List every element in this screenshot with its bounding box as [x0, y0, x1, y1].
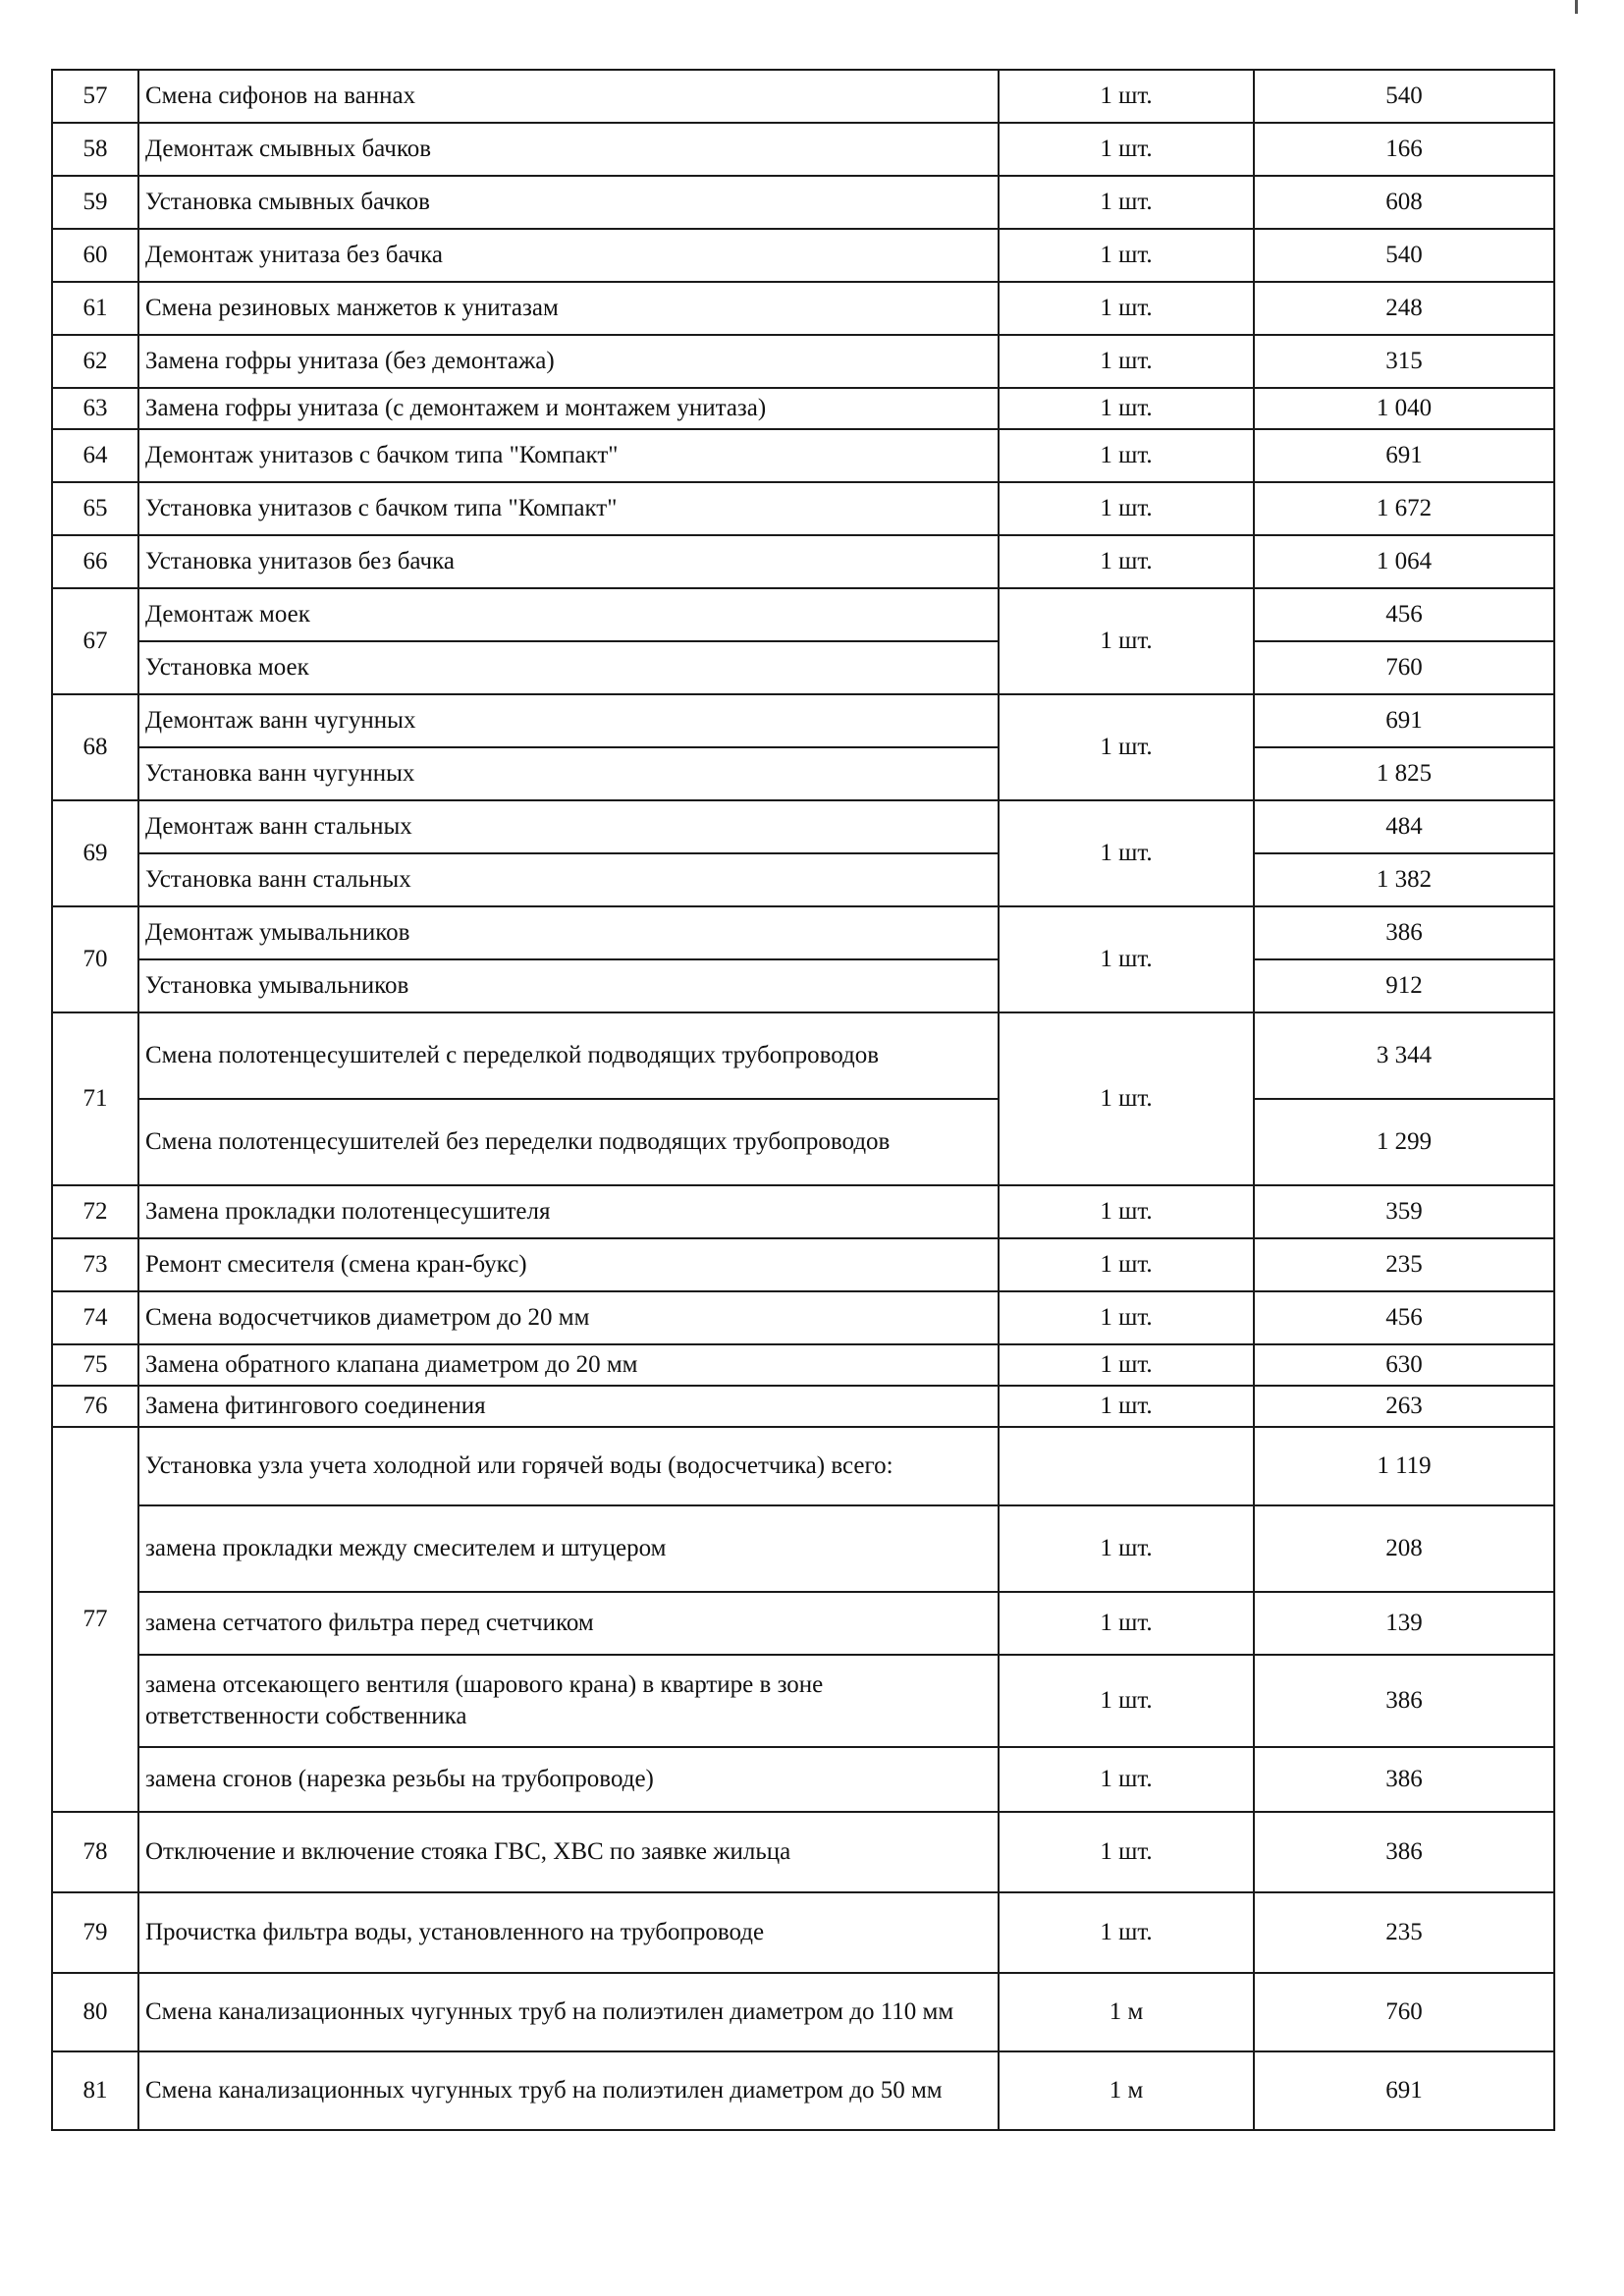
table-row: [52, 1185, 1554, 1238]
table-row: [52, 1386, 1554, 1427]
price-cell: 315: [1254, 335, 1554, 388]
service-name: Установка моек: [138, 641, 999, 694]
row-number: 78: [52, 1812, 138, 1892]
price-cell: 1 672: [1254, 482, 1554, 535]
table-row: [52, 906, 1554, 959]
price-cell: 263: [1254, 1386, 1554, 1427]
table-row: [52, 1747, 1554, 1812]
price-cell: 386: [1254, 1812, 1554, 1892]
service-name: Замена фитингового соединения: [138, 1386, 999, 1427]
price-cell: 248: [1254, 282, 1554, 335]
table-row: [52, 335, 1554, 388]
table-row: [52, 1344, 1554, 1386]
price-cell: 166: [1254, 123, 1554, 176]
service-name: замена сетчатого фильтра перед счетчиком: [138, 1592, 999, 1655]
unit-cell: 1 шт.: [999, 123, 1254, 176]
service-name: Смена канализационных чугунных труб на полиэтилен диаметром до 50 мм: [138, 2051, 999, 2130]
unit-cell: 1 шт.: [999, 429, 1254, 482]
price-cell: 691: [1254, 694, 1554, 747]
price-cell: 760: [1254, 1973, 1554, 2051]
row-number: 68: [52, 694, 138, 800]
table-row: [52, 70, 1554, 123]
unit-cell: 1 шт.: [999, 1185, 1254, 1238]
row-number: 66: [52, 535, 138, 588]
row-number: 63: [52, 388, 138, 429]
unit-cell: 1 шт.: [999, 1747, 1254, 1812]
table-row: [52, 747, 1554, 800]
unit-cell: 1 м: [999, 2051, 1254, 2130]
table-row: [52, 123, 1554, 176]
unit-cell: 1 шт.: [999, 335, 1254, 388]
price-cell: 760: [1254, 641, 1554, 694]
row-number: 60: [52, 229, 138, 282]
table-row: [52, 176, 1554, 229]
price-cell: 3 344: [1254, 1012, 1554, 1099]
row-number: 81: [52, 2051, 138, 2130]
table-row: [52, 482, 1554, 535]
row-number: 73: [52, 1238, 138, 1291]
price-cell: 1 825: [1254, 747, 1554, 800]
row-number: 62: [52, 335, 138, 388]
row-number: 75: [52, 1344, 138, 1386]
table-row: [52, 2051, 1554, 2130]
unit-cell: 1 шт.: [999, 1592, 1254, 1655]
table-row: [52, 1427, 1554, 1505]
price-cell: 691: [1254, 429, 1554, 482]
table-row: [52, 1973, 1554, 2051]
row-number: 76: [52, 1386, 138, 1427]
row-number: 69: [52, 800, 138, 906]
price-cell: 540: [1254, 229, 1554, 282]
service-name: Демонтаж умывальников: [138, 906, 999, 959]
price-cell: 484: [1254, 800, 1554, 853]
service-name: Установка ванн стальных: [138, 853, 999, 906]
table-row: [52, 282, 1554, 335]
table-row: [52, 1812, 1554, 1892]
unit-cell: 1 шт.: [999, 1238, 1254, 1291]
service-name: Смена резиновых манжетов к унитазам: [138, 282, 999, 335]
service-name: Смена полотенцесушителей без переделки подводящих трубопроводов: [138, 1099, 999, 1185]
service-name: Демонтаж ванн стальных: [138, 800, 999, 853]
price-cell: 139: [1254, 1592, 1554, 1655]
table-row: [52, 229, 1554, 282]
unit-cell: 1 шт.: [999, 1344, 1254, 1386]
unit-cell: 1 шт.: [999, 1655, 1254, 1747]
service-name: Замена прокладки полотенцесушителя: [138, 1185, 999, 1238]
table-row: [52, 535, 1554, 588]
unit-cell: 1 шт.: [999, 1386, 1254, 1427]
row-number: 79: [52, 1892, 138, 1973]
unit-cell: 1 шт.: [999, 588, 1254, 694]
service-name: Установка умывальников: [138, 959, 999, 1012]
table-row: [52, 588, 1554, 641]
unit-cell: 1 шт.: [999, 388, 1254, 429]
unit-cell: 1 шт.: [999, 1812, 1254, 1892]
table-row: [52, 641, 1554, 694]
price-cell: 912: [1254, 959, 1554, 1012]
price-cell: 386: [1254, 906, 1554, 959]
price-cell: 456: [1254, 1291, 1554, 1344]
service-name: Установка ванн чугунных: [138, 747, 999, 800]
table-row: [52, 853, 1554, 906]
table-row: [52, 1238, 1554, 1291]
row-number: 59: [52, 176, 138, 229]
unit-cell: 1 шт.: [999, 535, 1254, 588]
table-row: [52, 1291, 1554, 1344]
unit-cell: 1 шт.: [999, 282, 1254, 335]
service-name: Установка узла учета холодной или горячей воды (водосчетчика) всего:: [138, 1427, 999, 1505]
service-name: Замена обратного клапана диаметром до 20 мм: [138, 1344, 999, 1386]
unit-cell: 1 шт.: [999, 229, 1254, 282]
row-number: 67: [52, 588, 138, 694]
price-cell: 1 064: [1254, 535, 1554, 588]
service-name: Установка унитазов без бачка: [138, 535, 999, 588]
row-number: 58: [52, 123, 138, 176]
table-row: [52, 1892, 1554, 1973]
price-cell: 691: [1254, 2051, 1554, 2130]
price-cell: 386: [1254, 1747, 1554, 1812]
table-row: [52, 1012, 1554, 1099]
unit-cell: 1 шт.: [999, 70, 1254, 123]
service-name: Смена сифонов на ваннах: [138, 70, 999, 123]
service-name: Ремонт смесителя (смена кран-букс): [138, 1238, 999, 1291]
row-number: 64: [52, 429, 138, 482]
service-name: Прочистка фильтра воды, установленного на трубопроводе: [138, 1892, 999, 1973]
price-cell: 1 119: [1254, 1427, 1554, 1505]
price-cell: 540: [1254, 70, 1554, 123]
service-name: Установка унитазов с бачком типа "Компакт": [138, 482, 999, 535]
service-name: Смена полотенцесушителей с переделкой подводящих трубопроводов: [138, 1012, 999, 1099]
service-name: Смена канализационных чугунных труб на полиэтилен диаметром до 110 мм: [138, 1973, 999, 2051]
service-name: Демонтаж смывных бачков: [138, 123, 999, 176]
table-row: [52, 694, 1554, 747]
unit-cell: 1 шт.: [999, 176, 1254, 229]
row-number: 65: [52, 482, 138, 535]
table-row: [52, 1655, 1554, 1747]
unit-cell: 1 шт.: [999, 906, 1254, 1012]
unit-cell: [999, 1427, 1254, 1505]
row-number: 80: [52, 1973, 138, 2051]
price-cell: 359: [1254, 1185, 1554, 1238]
price-cell: 235: [1254, 1238, 1554, 1291]
price-cell: 456: [1254, 588, 1554, 641]
unit-cell: 1 шт.: [999, 1505, 1254, 1592]
service-name: Установка смывных бачков: [138, 176, 999, 229]
service-name: Демонтаж унитазов с бачком типа "Компакт": [138, 429, 999, 482]
service-name: замена прокладки между смесителем и штуцером: [138, 1505, 999, 1592]
table-row: [52, 1099, 1554, 1185]
price-cell: 1 382: [1254, 853, 1554, 906]
row-number: 70: [52, 906, 138, 1012]
price-cell: 608: [1254, 176, 1554, 229]
unit-cell: 1 шт.: [999, 1892, 1254, 1973]
table-row: [52, 959, 1554, 1012]
service-name: Отключение и включение стояка ГВС, ХВС по заявке жильца: [138, 1812, 999, 1892]
service-name: Демонтаж моек: [138, 588, 999, 641]
service-name: Демонтаж унитаза без бачка: [138, 229, 999, 282]
row-number: 74: [52, 1291, 138, 1344]
row-number: 57: [52, 70, 138, 123]
price-cell: 235: [1254, 1892, 1554, 1973]
services-price-table: [51, 69, 1555, 2131]
service-name: Замена гофры унитаза (с демонтажем и монтажем унитаза): [138, 388, 999, 429]
price-cell: 1 299: [1254, 1099, 1554, 1185]
table-row: [52, 800, 1554, 853]
service-name: замена отсекающего вентиля (шарового крана) в квартире в зоне ответственности собственника: [138, 1655, 999, 1747]
table-row: [52, 429, 1554, 482]
service-name: Демонтаж ванн чугунных: [138, 694, 999, 747]
table-row: [52, 1592, 1554, 1655]
table-row: [52, 1505, 1554, 1592]
price-cell: 630: [1254, 1344, 1554, 1386]
scan-edge-mark: [1575, 0, 1578, 14]
unit-cell: 1 шт.: [999, 800, 1254, 906]
row-number: 71: [52, 1012, 138, 1185]
unit-cell: 1 шт.: [999, 694, 1254, 800]
service-name: замена сгонов (нарезка резьбы на трубопроводе): [138, 1747, 999, 1812]
unit-cell: 1 м: [999, 1973, 1254, 2051]
price-cell: 386: [1254, 1655, 1554, 1747]
unit-cell: 1 шт.: [999, 482, 1254, 535]
unit-cell: 1 шт.: [999, 1012, 1254, 1185]
row-number: 72: [52, 1185, 138, 1238]
row-number: 61: [52, 282, 138, 335]
service-name: Смена водосчетчиков диаметром до 20 мм: [138, 1291, 999, 1344]
row-number: 77: [52, 1427, 138, 1812]
table-row: [52, 388, 1554, 429]
price-cell: 1 040: [1254, 388, 1554, 429]
unit-cell: 1 шт.: [999, 1291, 1254, 1344]
service-name: Замена гофры унитаза (без демонтажа): [138, 335, 999, 388]
price-cell: 208: [1254, 1505, 1554, 1592]
